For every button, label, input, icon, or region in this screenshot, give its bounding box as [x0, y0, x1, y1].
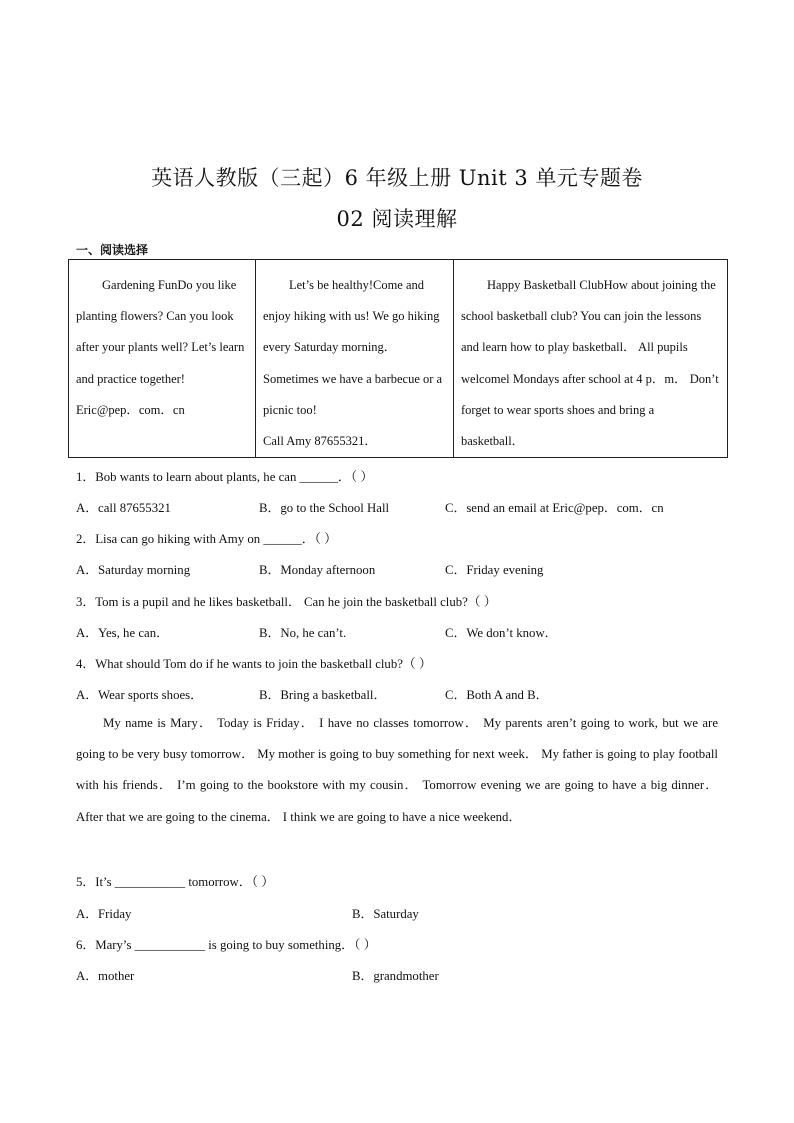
ad-gardening [69, 260, 256, 458]
option-b: B．grandmother [352, 969, 439, 983]
question-2: 2．Lisa can go hiking with Amy on ______．（ ） [76, 532, 337, 546]
question-1: 1．Bob wants to learn about plants, he can ______．（ ） [76, 470, 374, 484]
question-6: 6．Mary’s ___________ is going to buy something．（ ） [76, 938, 377, 952]
option-a: A．Saturday morning [76, 563, 191, 577]
option-c: C．Friday evening [445, 563, 544, 577]
question-3: 3．Tom is a pupil and he likes basketball． Can he join the basketball club?（ ） [76, 595, 497, 609]
option-a: A．call 87655321 [76, 501, 171, 515]
question-4: 4．What should Tom do if he wants to join the basketball club?（ ） [76, 657, 432, 671]
option-b: B．No, he can’t. [259, 626, 347, 640]
option-b: B．go to the School Hall [259, 501, 390, 515]
reading-passage: My name is Mary． Today is Friday． I have no classes tomorrow． My parents aren’t going to work, but we are going to be very busy tomorrow． My mother is going to buy something for next week． My father is going to play football with his friends． I’m going to the bookstore with my cousin． Tomorrow evening we are going to have a big dinner． After that we are going to the cinema． I think we are going to have a nice weekend． [76, 716, 718, 824]
worksheet-subtitle: 02 阅读理解 [336, 207, 458, 231]
worksheet-title: 英语人教版（三起）6 年级上册 Unit 3 单元专题卷 [151, 166, 643, 190]
ad-hiking [256, 260, 454, 458]
option-c: C．We don’t know． [445, 626, 558, 640]
section-label: 一、阅读选择 [76, 243, 149, 257]
ad-text: Happy Basketball ClubHow about joining the school basketball club? You can join the lessons and learn how to play basketball． All pupils welcomel Mondays after school at 4 p．m． Don’t forget to wear sports shoes and bring a basketball． [461, 278, 719, 449]
ad-contact: Eric@pep．com．cn [76, 402, 185, 417]
option-c: C．Both A and B． [445, 688, 549, 702]
option-a: A．Wear sports shoes． [76, 688, 203, 702]
option-a: A．Friday [76, 907, 132, 921]
question-5: 5．It’s ___________ tomorrow．（ ） [76, 875, 274, 889]
option-b: B．Monday afternoon [259, 563, 376, 577]
ad-text: Let’s be healthy!Come and enjoy hiking with us! We go hiking every Saturday morning． Sometimes we have a barbecue or a picnic too! [263, 278, 443, 417]
ad-basketball [454, 260, 728, 458]
option-a: A．Yes, he can． [76, 626, 169, 640]
ads-table [68, 259, 728, 458]
option-c: C．send an email at Eric@pep．com．cn [445, 501, 664, 515]
option-b: B．Saturday [352, 907, 419, 921]
option-b: B．Bring a basketball． [259, 688, 387, 702]
ad-text: Gardening FunDo you like planting flowers? Can you look after your plants well? Let’s learn and practice together! [76, 278, 245, 386]
option-a: A．mother [76, 969, 135, 983]
ad-contact: Call Amy 87655321． [263, 434, 377, 449]
